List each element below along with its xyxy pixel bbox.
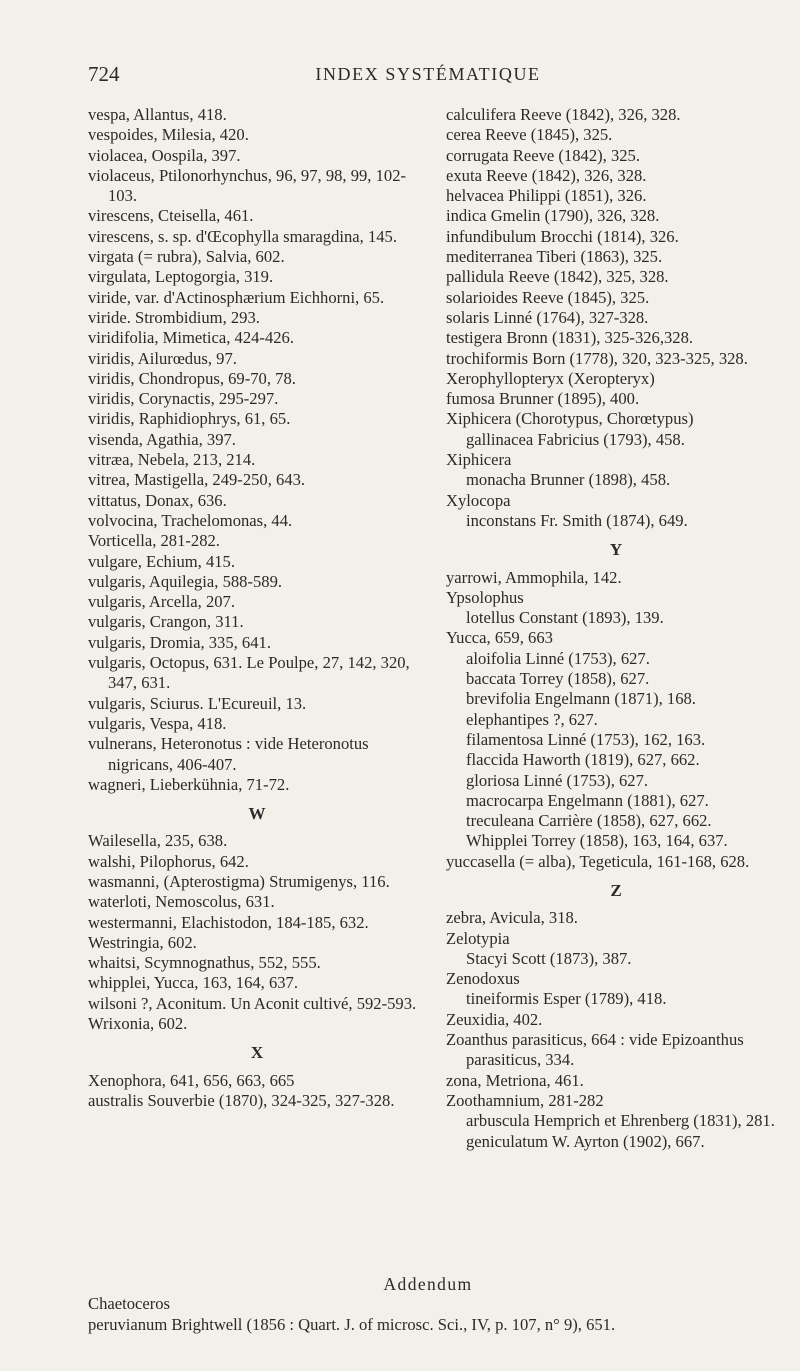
index-entry: australis Souverbie (1870), 324-325, 327-328. [88, 1090, 395, 1110]
index-subentry: treculeana Carrière (1858), 627, 662. [466, 811, 712, 831]
index-entry: mediterranea Tiberi (1863), 325. [446, 247, 663, 267]
index-entry: walshi, Pilophorus, 642. [88, 851, 249, 871]
index-entry: vulgaris, Aquilegia, 588-589. [88, 571, 283, 591]
addendum-title: Addendum [383, 1274, 473, 1294]
index-entry: solaris Linné (1764), 327-328. [446, 307, 649, 327]
index-entry: viridifolia, Mimetica, 424-426. [88, 328, 294, 348]
index-entry: vulgaris, Vespa, 418. [88, 713, 227, 733]
index-entry: Ypsolophus [446, 587, 524, 607]
index-entry: Wailesella, 235, 638. [88, 831, 228, 851]
index-entry: westermanni, Elachistodon, 184-185, 632. [88, 912, 369, 932]
index-entry: Zoanthus parasiticus, 664 : vide Epizoanthus parasiticus, 334. [446, 1030, 744, 1070]
index-entry: Zelotypia [446, 928, 510, 948]
index-entry: Zoothamnium, 281-282 [446, 1090, 604, 1110]
section-letter: X [250, 1043, 264, 1063]
index-entry: calculifera Reeve (1842), 326, 328. [446, 105, 681, 124]
index-entry: fumosa Brunner (1895), 400. [446, 389, 640, 409]
index-subentry: arbuscula Hemprich et Ehrenberg (1831), 281. [466, 1111, 775, 1131]
index-entry: viridis, Corynactis, 295-297. [88, 389, 279, 409]
index-entry: Wrixonia, 602. [88, 1014, 188, 1034]
index-entry: corrugata Reeve (1842), 325. [446, 145, 640, 165]
index-entry: solarioides Reeve (1845), 325. [446, 287, 650, 307]
index-subentry: inconstans Fr. Smith (1874), 649. [466, 510, 688, 530]
addendum-genus: Chaetoceros [88, 1294, 171, 1314]
index-entry: virescens, s. sp. d'Œcophylla smaragdina, 145. [88, 226, 397, 246]
index-entry: waterloti, Nemoscolus, 631. [88, 892, 275, 912]
index-entry: viridis, Ailurœdus, 97. [88, 348, 237, 368]
index-entry: yuccasella (= alba), Tegeticula, 161-168, 628. [446, 851, 750, 871]
index-entry: virgata (= rubra), Salvia, 602. [88, 247, 285, 267]
index-entry: whaitsi, Scymnognathus, 552, 555. [88, 953, 321, 973]
index-entry: violaceus, Ptilonorhynchus, 96, 97, 98, 99, 102-103. [88, 165, 407, 206]
addendum-section [88, 1274, 768, 1335]
index-column-right [446, 105, 786, 1152]
index-entry: Xylocopa [446, 490, 511, 510]
index-entry: viridis, Chondropus, 69-70, 78. [88, 368, 296, 388]
index-entry: pallidula Reeve (1842), 325, 328. [446, 267, 669, 287]
index-entry: Vorticella, 281-282. [88, 531, 220, 551]
index-entry: vulgare, Echium, 415. [88, 551, 236, 571]
index-entry: exuta Reeve (1842), 326, 328. [446, 165, 647, 185]
index-subentry: gloriosa Linné (1753), 627. [466, 770, 649, 790]
index-subentry: aloifolia Linné (1753), 627. [466, 648, 650, 668]
index-entry: viride, var. d'Actinosphærium Eichhorni, 65. [88, 287, 385, 307]
section-letter: Z [610, 880, 622, 900]
index-subentry: macrocarpa Engelmann (1881), 627. [466, 790, 709, 810]
index-entry: wilsoni ?, Aconitum. Un Aconit cultivé, 592-593. [88, 993, 417, 1013]
index-entry: Xerophyllopteryx (Xeropteryx) [446, 368, 655, 388]
index-entry: vulgaris, Sciurus. L'Ecureuil, 13. [88, 693, 307, 713]
index-subentry: Whipplei Torrey (1858), 163, 164, 637. [466, 831, 728, 851]
index-entry: vulgaris, Dromia, 335, 641. [88, 632, 271, 652]
index-entry: vulnerans, Heteronotus : vide Heteronotus nigricans, 406-407. [88, 734, 369, 774]
index-entry: vespoides, Milesia, 420. [88, 125, 249, 145]
index-subentry: gallinacea Fabricius (1793), 458. [466, 429, 685, 449]
index-entry: Xenophora, 641, 656, 663, 665 [88, 1070, 295, 1090]
index-entry: Xiphicera (Chorotypus, Chorœtypus) [446, 409, 694, 429]
index-entry: cerea Reeve (1845), 325. [446, 125, 613, 145]
index-subentry: filamentosa Linné (1753), 162, 163. [466, 729, 706, 749]
index-entry: whipplei, Yucca, 163, 164, 637. [88, 973, 298, 993]
running-head: INDEX SYSTÉMATIQUE [315, 64, 541, 84]
index-entry: Yucca, 659, 663 [446, 628, 553, 648]
index-column-left [88, 105, 426, 1111]
section-letter: Y [609, 540, 623, 560]
index-entry: wagneri, Lieberkühnia, 71-72. [88, 774, 290, 794]
index-entry: volvocina, Trachelomonas, 44. [88, 510, 293, 530]
section-letter: W [248, 804, 266, 824]
index-entry: zebra, Avicula, 318. [446, 908, 578, 928]
page-number: 724 [88, 62, 120, 86]
index-entry: vitræa, Nebela, 213, 214. [88, 450, 256, 470]
index-entry: visenda, Agathia, 397. [88, 429, 236, 449]
index-entry: Xiphicera [446, 450, 512, 470]
index-subentry: tineiformis Esper (1789), 418. [466, 989, 667, 1009]
index-entry: Zeuxidia, 402. [446, 1009, 543, 1029]
index-entry: testigera Bronn (1831), 325-326,328. [446, 328, 694, 348]
index-entry: wasmanni, (Apterostigma) Strumigenys, 116. [88, 871, 390, 891]
index-subentry: lotellus Constant (1893), 139. [466, 608, 664, 628]
index-entry: vespa, Allantus, 418. [88, 105, 227, 124]
index-entry: viridis, Raphidiophrys, 61, 65. [88, 409, 291, 429]
index-entry: vulgaris, Crangon, 311. [88, 612, 244, 632]
index-subentry: Stacyi Scott (1873), 387. [466, 948, 632, 968]
index-entry: indica Gmelin (1790), 326, 328. [446, 206, 660, 226]
index-entry: vulgaris, Octopus, 631. Le Poulpe, 27, 142, 320, 347, 631. [88, 653, 410, 693]
index-entry: virescens, Cteisella, 461. [88, 206, 254, 226]
index-entry: vulgaris, Arcella, 207. [88, 592, 236, 612]
index-entry: helvacea Philippi (1851), 326. [446, 186, 647, 206]
index-entry: Westringia, 602. [88, 932, 197, 952]
index-entry: yarrowi, Ammophila, 142. [446, 567, 622, 587]
index-entry: virgulata, Leptogorgia, 319. [88, 267, 274, 287]
addendum-entry: peruvianum Brightwell (1856 : Quart. J. of microsc. Sci., IV, p. 107, n° 9), 651. [88, 1314, 616, 1334]
index-subentry: monacha Brunner (1898), 458. [466, 470, 671, 490]
index-subentry: geniculatum W. Ayrton (1902), 667. [466, 1131, 705, 1151]
index-subentry: elephantipes ?, 627. [466, 709, 598, 729]
page-header [88, 62, 768, 88]
index-entry: zona, Metriona, 461. [446, 1070, 584, 1090]
index-entry: vitrea, Mastigella, 249-250, 643. [88, 470, 306, 490]
index-entry: infundibulum Brocchi (1814), 326. [446, 226, 679, 246]
index-entry: vittatus, Donax, 636. [88, 490, 227, 510]
index-subentry: flaccida Haworth (1819), 627, 662. [466, 750, 700, 770]
index-subentry: brevifolia Engelmann (1871), 168. [466, 689, 696, 709]
index-entry: trochiformis Born (1778), 320, 323-325, 328. [446, 348, 748, 368]
index-entry: Zenodoxus [446, 969, 520, 989]
index-subentry: baccata Torrey (1858), 627. [466, 669, 650, 689]
index-entry: violacea, Oospila, 397. [88, 145, 241, 165]
index-entry: viride. Strombidium, 293. [88, 307, 260, 327]
